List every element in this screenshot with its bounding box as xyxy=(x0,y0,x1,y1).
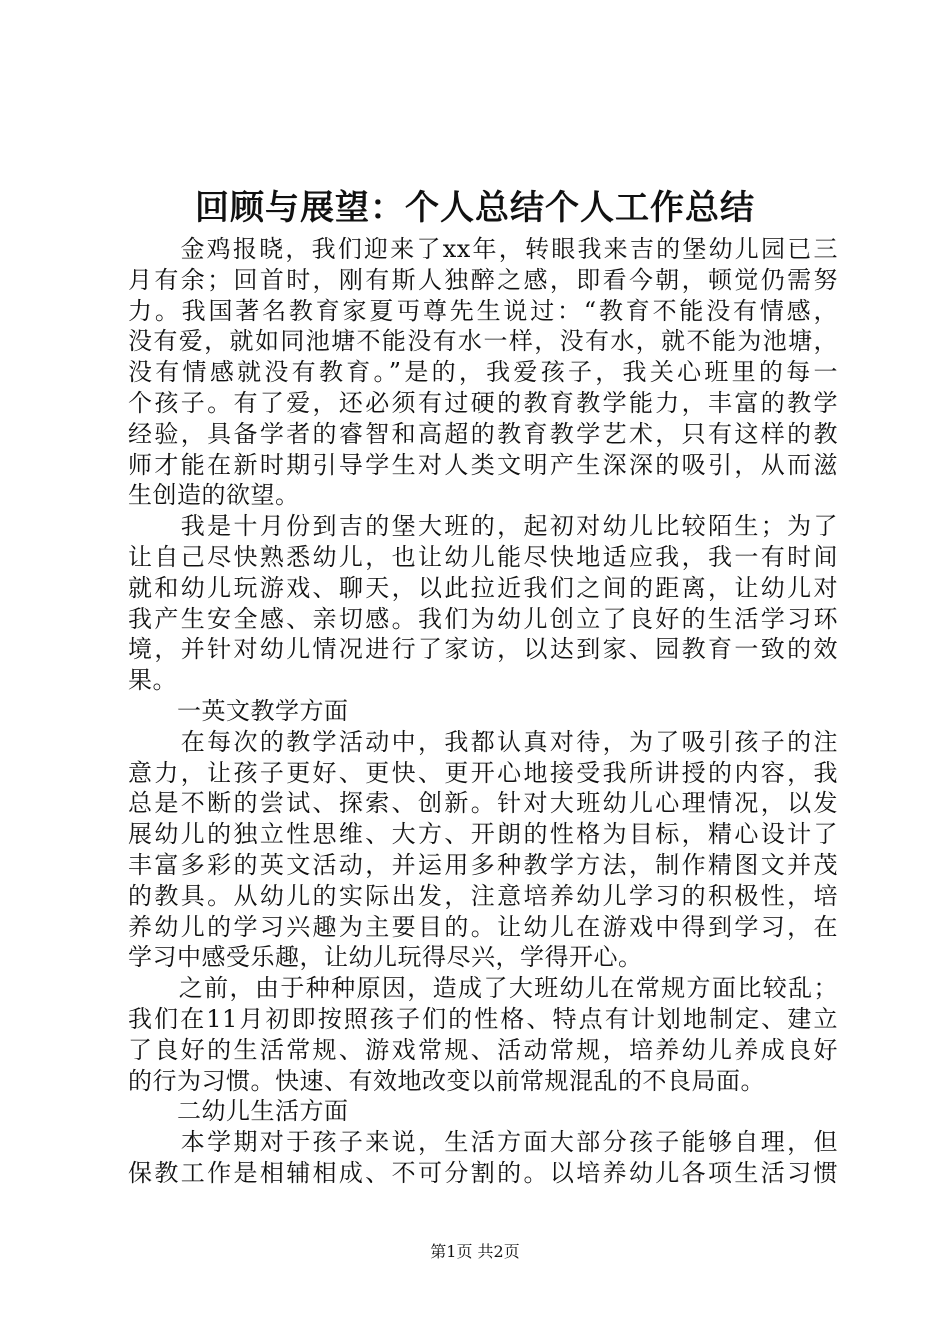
body-line: 学习中感受乐趣，让幼儿玩得尽兴，学得开心。 xyxy=(128,943,643,972)
body-line: 果。 xyxy=(128,666,177,695)
body-line: 没有情感就没有教育。”是的，我爱孩子，我关心班里的每一 xyxy=(128,358,838,387)
document-title: 回顾与展望：个人总结个人工作总结 xyxy=(195,188,755,228)
page-footer: 第1页 共2页 xyxy=(430,1242,520,1261)
body-line: 总是不断的尝试、探索、创新。针对大班幼儿心理情况，以发 xyxy=(128,789,838,818)
body-line: 没有爱，就如同池塘不能没有水一样，没有水，就不能为池塘， xyxy=(128,327,838,356)
body-line: 境，并针对幼儿情况进行了家访，以达到家、园教育一致的效 xyxy=(128,635,838,664)
body-line: 的行为习惯。快速、有效地改变以前常规混乱的不良局面。 xyxy=(128,1066,765,1095)
body-line: 本学期对于孩子来说，生活方面大部分孩子能够自理，但 xyxy=(128,1128,838,1157)
body-line: 我产生安全感、亲切感。我们为幼儿创立了良好的生活学习环 xyxy=(128,604,838,633)
document-body xyxy=(128,234,838,1189)
body-line: 我是十月份到吉的堡大班的，起初对幼儿比较陌生；为了 xyxy=(128,512,838,541)
body-line: 丰富多彩的英文活动，并运用多种教学方法，制作精图文并茂 xyxy=(128,850,838,879)
body-line: 意力，让孩子更好、更快、更开心地接受我所讲授的内容，我 xyxy=(128,758,838,787)
body-line: 二幼儿生活方面 xyxy=(128,1097,349,1126)
body-line: 的教具。从幼儿的实际出发，注意培养幼儿学习的积极性，培 xyxy=(128,881,838,910)
body-line: 月有余；回首时，刚有斯人独醉之感，即看今朝，顿觉仍需努 xyxy=(128,265,838,294)
body-line: 个孩子。有了爱，还必须有过硬的教育教学能力，丰富的教学 xyxy=(128,388,838,417)
body-line: 我们在11月初即按照孩子们的性格、特点有计划地制定、建立 xyxy=(128,1004,838,1033)
body-line: 展幼儿的独立性思维、大方、开朗的性格为目标，精心设计了 xyxy=(128,820,838,849)
body-line: 养幼儿的学习兴趣为主要目的。让幼儿在游戏中得到学习，在 xyxy=(128,912,838,941)
body-line: 就和幼儿玩游戏、聊天，以此拉近我们之间的距离，让幼儿对 xyxy=(128,573,838,602)
body-line: 让自己尽快熟悉幼儿，也让幼儿能尽快地适应我，我一有时间 xyxy=(128,542,838,571)
body-line: 师才能在新时期引导学生对人类文明产生深深的吸引，从而滋 xyxy=(128,450,838,479)
body-line: 一英文教学方面 xyxy=(128,696,349,725)
body-line: 之前，由于种种原因，造成了大班幼儿在常规方面比较乱； xyxy=(128,974,838,1003)
body-line: 经验，具备学者的睿智和高超的教育教学艺术，只有这样的教 xyxy=(128,419,838,448)
body-line: 金鸡报晓，我们迎来了xx年，转眼我来吉的堡幼儿园已三 xyxy=(128,235,838,263)
body-line: 生创造的欲望。 xyxy=(128,481,300,510)
body-line: 力。我国著名教育家夏丏尊先生说过：“教育不能没有情感， xyxy=(128,296,838,325)
body-line: 保教工作是相辅相成、不可分割的。以培养幼儿各项生活习惯 xyxy=(128,1158,838,1187)
body-line: 在每次的教学活动中，我都认真对待，为了吸引孩子的注 xyxy=(128,727,838,756)
body-line: 了良好的生活常规、游戏常规、活动常规，培养幼儿养成良好 xyxy=(128,1035,838,1064)
